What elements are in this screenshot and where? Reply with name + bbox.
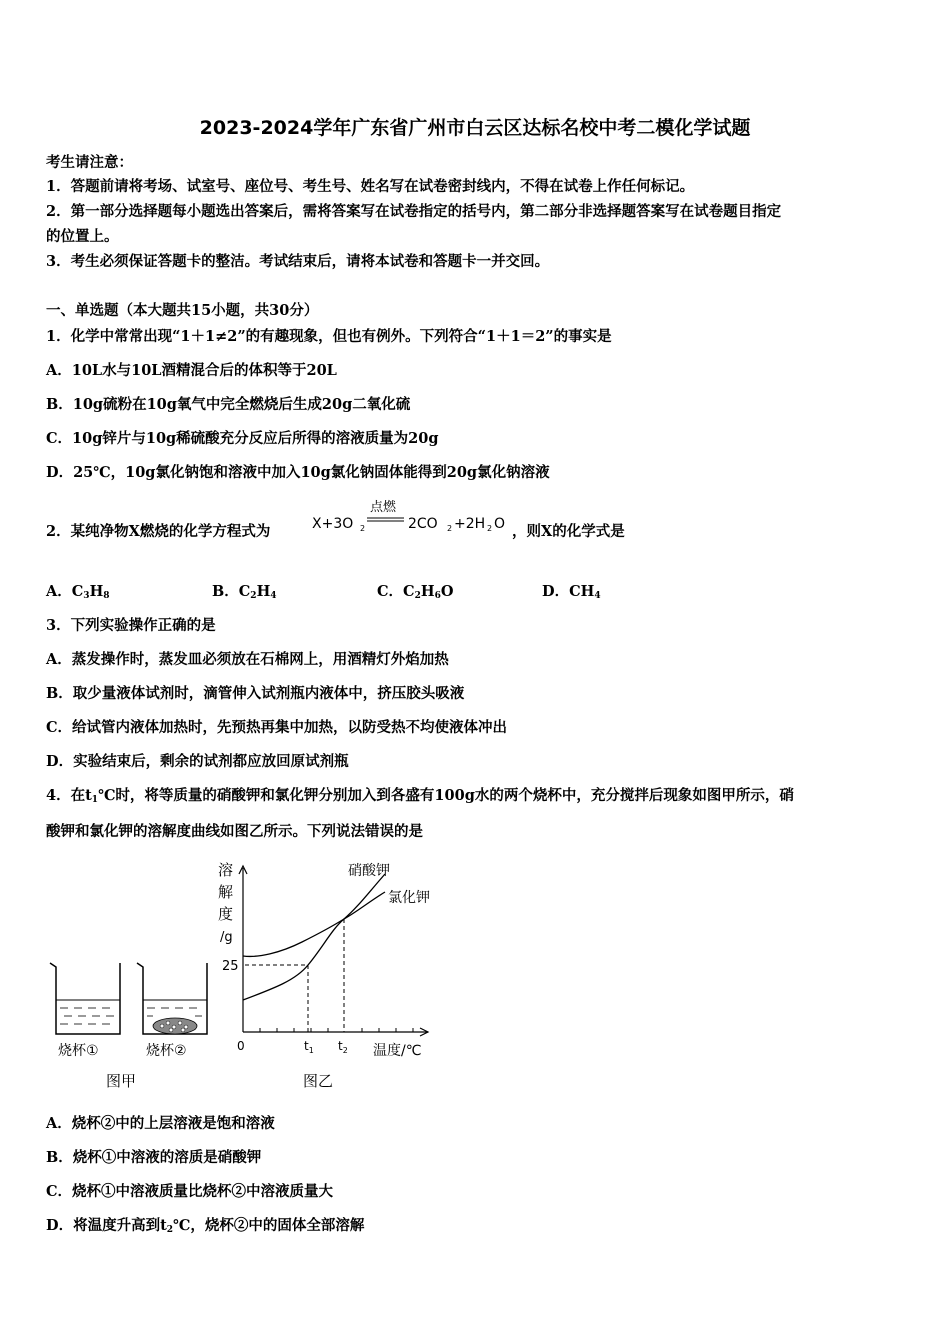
q2-option-d: D．$CH_4$ <box>542 583 601 601</box>
q2-stem: 2．某纯净物X燃烧的化学方程式为 <box>46 523 271 540</box>
q2-option-b: B．$C_2H_4$ <box>212 583 277 601</box>
notice-item-2: 2．第一部分选择题每小题选出答案后，需将答案写在试卷指定的括号内，第二部分非选择题答案写在试卷题目指定 <box>46 203 782 220</box>
curve-kno3-label: 硝酸钾 <box>348 863 390 879</box>
q1-stem: 1．化学中常常出现“1＋1≠2”的有趣现象，但也有例外。下列符合“1＋1＝2”的事实是 <box>46 328 612 345</box>
y-label-2: 解 <box>218 883 234 901</box>
y-label-1: 溶 <box>218 861 234 879</box>
curve-kcl-label: 氯化钾 <box>388 890 430 906</box>
q4-option-a: A．烧杯②中的上层溶液是饱和溶液 <box>46 1115 275 1132</box>
section-heading: 一、单选题（本大题共15小题，共30分） <box>46 302 319 319</box>
beaker-1-label: 烧杯① <box>58 1043 99 1059</box>
q1-option-a: A．10L水与10L酒精混合后的体积等于20L <box>46 362 337 379</box>
chemical-equation <box>312 496 522 540</box>
q2-option-a: A．$C_3H_8$ <box>46 583 110 601</box>
q4-option-b: B．烧杯①中溶液的溶质是硝酸钾 <box>46 1149 262 1166</box>
y-label-3: 度 <box>218 905 234 923</box>
q3-option-c: C．给试管内液体加热时，先预热再集中加热，以防受热不均使液体冲出 <box>46 719 508 736</box>
curve-kcl <box>243 892 385 956</box>
solubility-chart <box>218 861 430 1059</box>
q3-option-b: B．取少量液体试剂时，滴管伸入试剂瓶内液体中，挤压胶头吸液 <box>46 685 465 702</box>
notice-item-2-cont: 的位置上。 <box>46 228 119 245</box>
svg-text:X+3O: X+3O <box>312 516 354 532</box>
q3-option-a: A．蒸发操作时，蒸发皿必须放在石棉网上，用酒精灯外焰加热 <box>46 651 449 668</box>
beaker-1 <box>50 963 120 1034</box>
svg-text:2: 2 <box>360 524 366 533</box>
q1-option-b: B．10g硫粉在10g氧气中完全燃烧后生成20g二氧化硫 <box>46 396 411 413</box>
q4-stem-line2: 酸钾和氯化钾的溶解度曲线如图乙所示。下列说法错误的是 <box>46 823 423 840</box>
q4-stem-line1: 4．在$t_1℃$时，将等质量的硝酸钾和氯化钾分别加入到各盛有100g水的两个烧杯中，充分搅拌后现象如图甲所示，硝 <box>46 787 794 805</box>
svg-text:+2H: +2H <box>454 516 486 532</box>
q2-stem-end: ，则X的化学式是 <box>512 523 625 540</box>
svg-text:2CO: 2CO <box>408 516 438 532</box>
notice-heading: 考生请注意： <box>46 154 133 171</box>
q2-option-c: C．$C_2H_6O$ <box>377 583 454 601</box>
svg-text:点燃: 点燃 <box>370 500 397 515</box>
page-title: 2023-2024学年广东省广州市白云区达标名校中考二模化学试题 <box>199 117 751 139</box>
origin-label: 0 <box>237 1039 245 1053</box>
svg-text:O: O <box>494 516 506 532</box>
x-axis-label: 温度/℃ <box>373 1043 422 1059</box>
notice-item-1: 1．答题前请将考场、试室号、座位号、考生号、姓名写在试卷密封线内，不得在试卷上作任何标记。 <box>46 178 695 195</box>
q3-option-d: D．实验结束后，剩余的试剂都应放回原试剂瓶 <box>46 753 349 770</box>
q4-option-c: C．烧杯①中溶液质量比烧杯②中溶液质量大 <box>46 1183 334 1200</box>
beaker-2-label: 烧杯② <box>146 1043 187 1059</box>
y-tick-25: 25 <box>222 959 239 974</box>
q4-figure <box>40 850 460 1095</box>
beaker-2 <box>137 963 207 1034</box>
y-label-4: /g <box>220 930 233 945</box>
q1-option-c: C．10g锌片与10g稀硫酸充分反应后所得的溶液质量为20g <box>46 430 439 447</box>
t2-label: $t_2$ <box>338 1039 348 1055</box>
svg-text:2: 2 <box>487 524 493 533</box>
q1-option-d: D．25℃，10g氯化钠饱和溶液中加入10g氯化钠固体能得到20g氯化钠溶液 <box>46 464 550 481</box>
q3-stem: 3．下列实验操作正确的是 <box>46 617 216 634</box>
q4-option-d: D．将温度升高到$t_2℃$，烧杯②中的固体全部溶解 <box>46 1217 365 1235</box>
caption-a: 图甲 <box>106 1072 137 1090</box>
curve-kno3 <box>243 874 385 1000</box>
t1-label: $t_1$ <box>304 1039 314 1055</box>
caption-b: 图乙 <box>303 1072 334 1090</box>
svg-text:2: 2 <box>447 524 453 533</box>
notice-item-3: 3．考生必须保证答题卡的整洁。考试结束后，请将本试卷和答题卡一并交回。 <box>46 253 550 270</box>
